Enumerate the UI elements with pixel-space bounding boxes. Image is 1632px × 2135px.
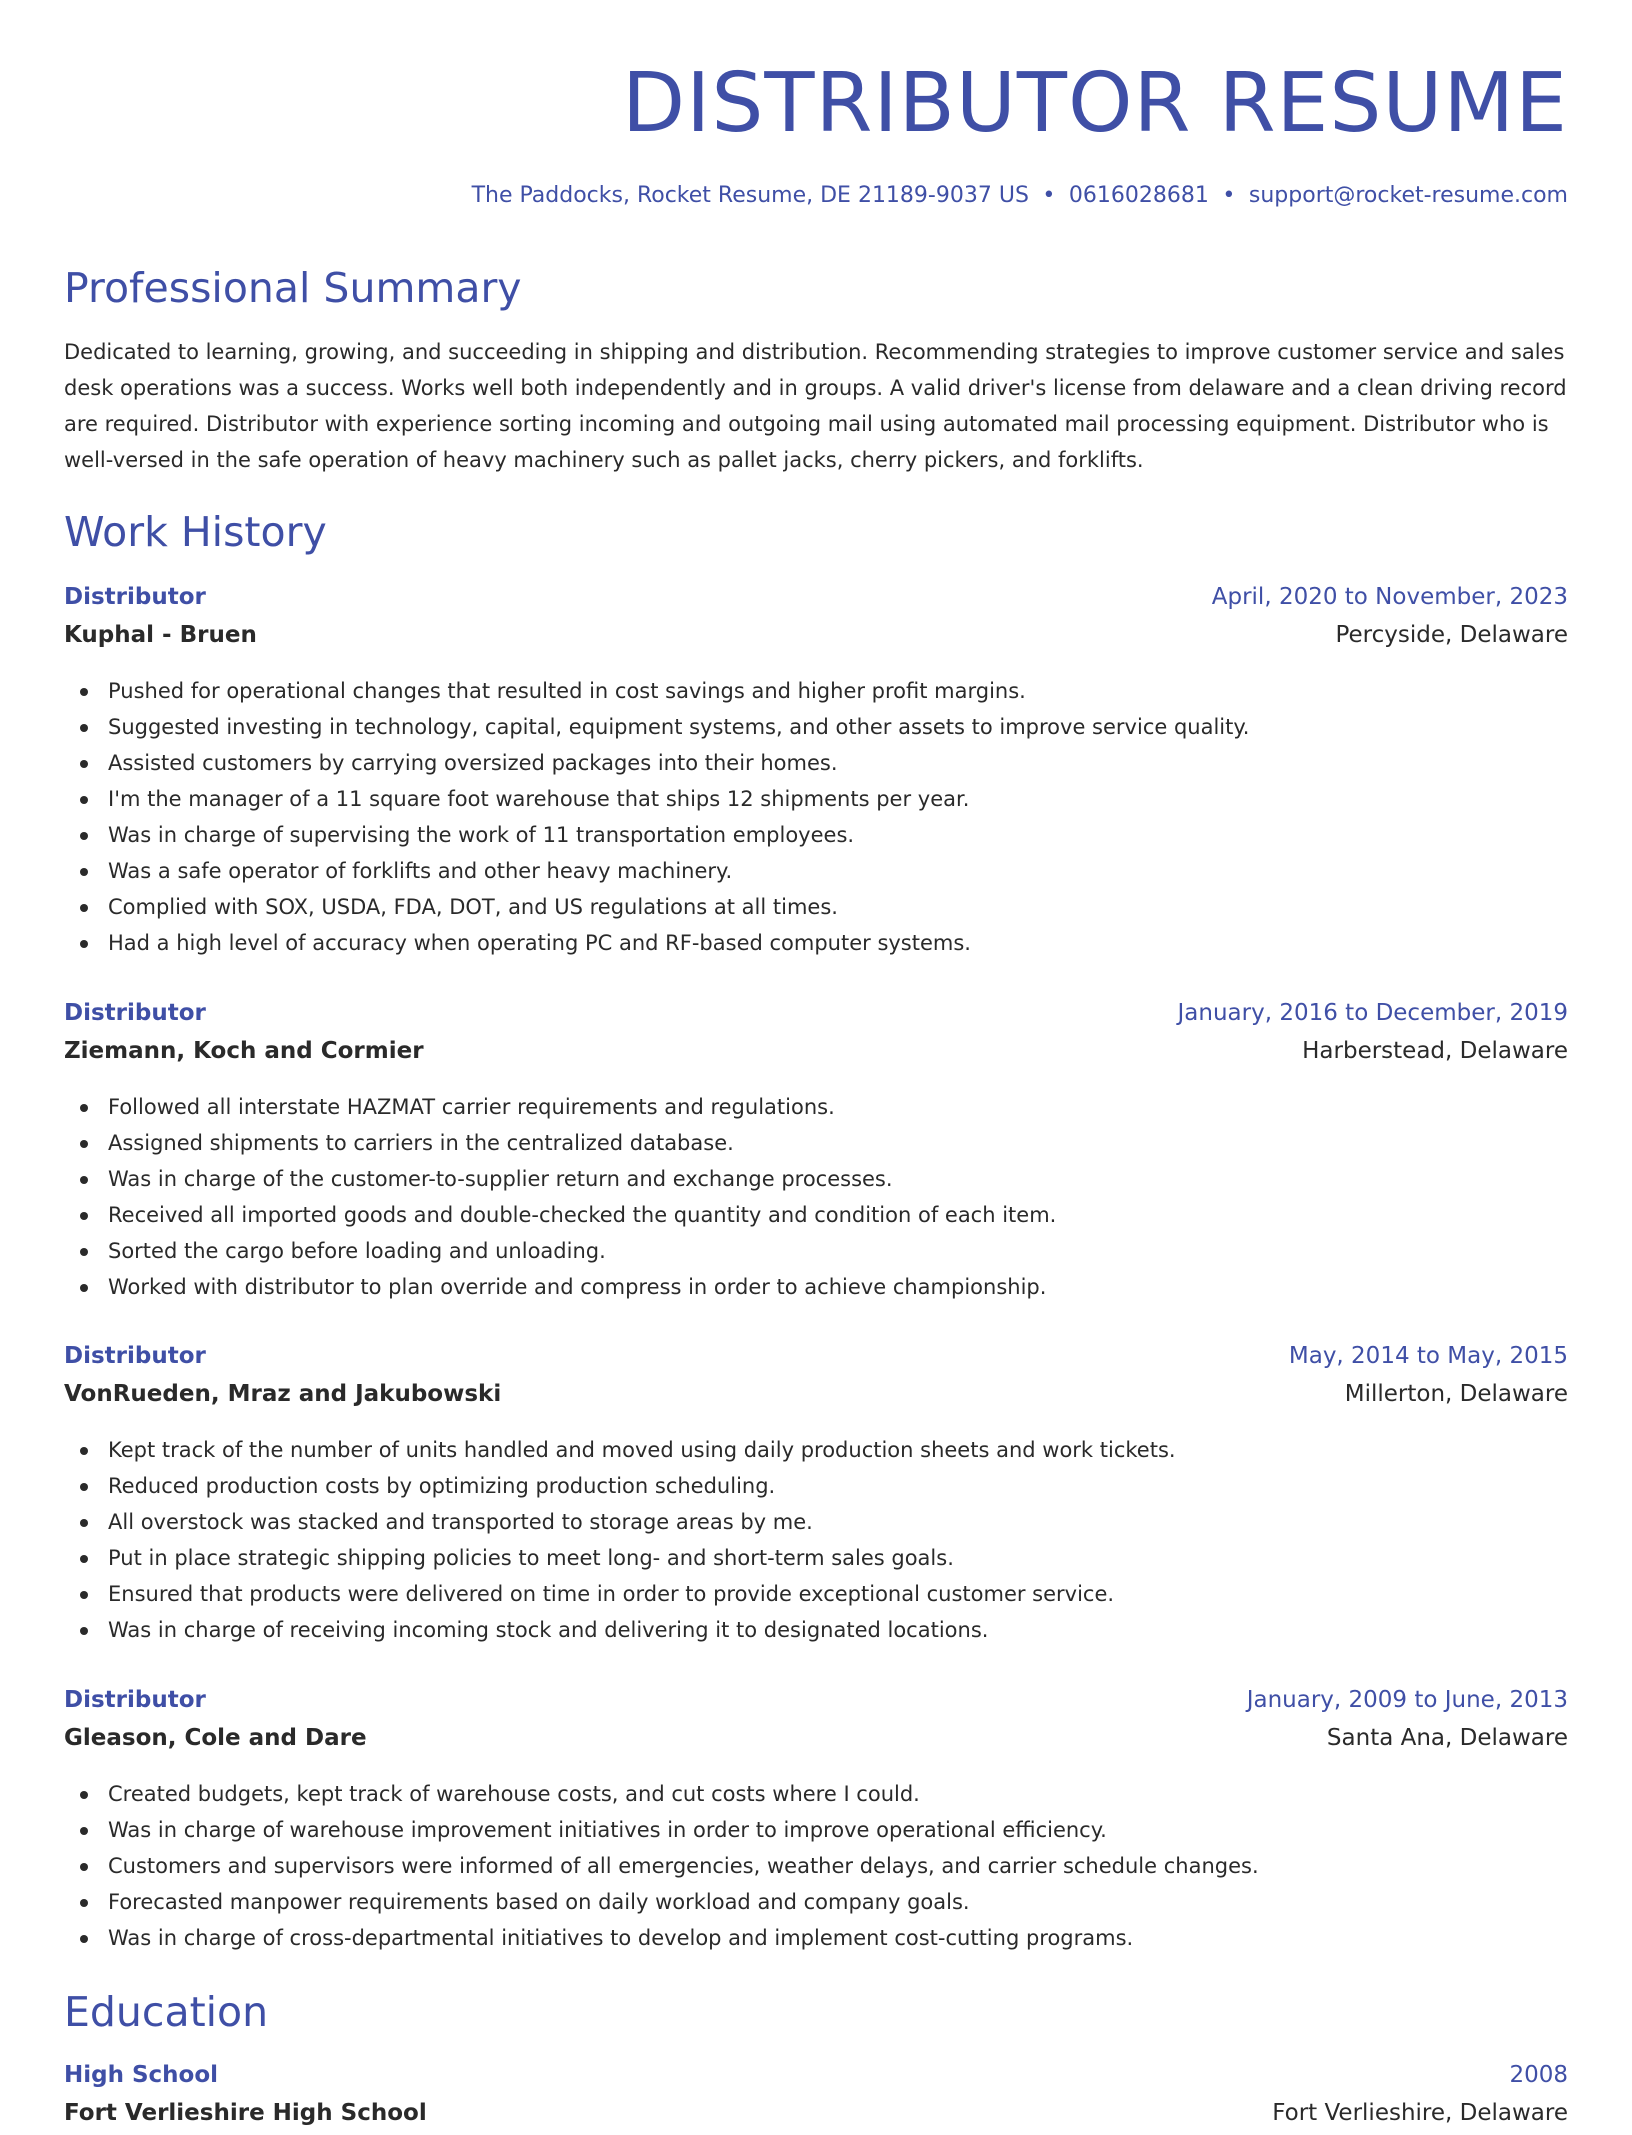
job-role: Distributor — [64, 1687, 206, 1713]
job-bullet: Had a high level of accuracy when operating PC and RF-based computer systems. — [64, 925, 1568, 961]
job-company: Ziemann, Koch and Cormier — [64, 1038, 424, 1064]
job-entry — [64, 1684, 1568, 1956]
job-bullet: Was in charge of warehouse improvement initiatives in order to improve operational efficiency. — [64, 1812, 1568, 1848]
job-bullet-list — [64, 673, 1568, 961]
job-bullet: Was a safe operator of forklifts and other heavy machinery. — [64, 853, 1568, 889]
job-bullet: Was in charge of supervising the work of 11 transportation employees. — [64, 817, 1568, 853]
job-bullet: Reduced production costs by optimizing production scheduling. — [64, 1468, 1568, 1504]
job-bullet: Assisted customers by carrying oversized packages into their homes. — [64, 745, 1568, 781]
job-bullet: Was in charge of the customer-to-supplier return and exchange processes. — [64, 1161, 1568, 1197]
job-bullet: Was in charge of receiving incoming stock and delivering it to designated locations. — [64, 1612, 1568, 1648]
education-entry — [64, 2059, 1568, 2135]
job-bullet-list — [64, 1776, 1568, 1956]
job-bullet: Assigned shipments to carriers in the centralized database. — [64, 1125, 1568, 1161]
education-year: 2008 — [1509, 2062, 1568, 2088]
job-location: Santa Ana, Delaware — [1326, 1725, 1568, 1751]
job-bullet: Created budgets, kept track of warehouse costs, and cut costs where I could. — [64, 1776, 1568, 1812]
job-bullet: Received all imported goods and double-checked the quantity and condition of each item. — [64, 1197, 1568, 1233]
job-dates: April, 2020 to November, 2023 — [1211, 584, 1568, 610]
job-bullet: Was in charge of cross-departmental initiatives to develop and implement cost-cutting programs. — [64, 1920, 1568, 1956]
job-bullet: Pushed for operational changes that resulted in cost savings and higher profit margins. — [64, 673, 1568, 709]
job-bullet-list — [64, 1432, 1568, 1648]
job-role: Distributor — [64, 1000, 206, 1026]
job-entry — [64, 1340, 1568, 1648]
job-location: Millerton, Delaware — [1344, 1381, 1568, 1407]
contact-separator: • — [1222, 183, 1236, 208]
job-bullet: Customers and supervisors were informed of all emergencies, weather delays, and carrier schedule changes. — [64, 1848, 1568, 1884]
job-bullet: I'm the manager of a 11 square foot warehouse that ships 12 shipments per year. — [64, 781, 1568, 817]
resume-page — [64, 0, 1568, 2126]
resume-title: DISTRIBUTOR RESUME — [622, 56, 1568, 151]
job-bullet-list — [64, 1089, 1568, 1305]
job-dates: May, 2014 to May, 2015 — [1288, 1343, 1568, 1369]
contact-line — [472, 180, 1568, 212]
job-dates: January, 2009 to June, 2013 — [1246, 1687, 1568, 1713]
job-bullet: Ensured that products were delivered on time in order to provide exceptional customer service. — [64, 1576, 1568, 1612]
contact-phone: 0616028681 — [1068, 183, 1209, 208]
job-role: Distributor — [64, 1343, 206, 1369]
job-bullet: Kept track of the number of units handled and moved using daily production sheets and work tickets. — [64, 1432, 1568, 1468]
education-heading: Education — [64, 1988, 269, 2036]
contact-separator: • — [1042, 183, 1056, 208]
job-bullet: Sorted the cargo before loading and unloading. — [64, 1233, 1568, 1269]
job-bullet: Complied with SOX, USDA, FDA, DOT, and US regulations at all times. — [64, 889, 1568, 925]
job-company: Gleason, Cole and Dare — [64, 1725, 367, 1751]
education-degree: High School — [64, 2062, 219, 2088]
job-bullet: Worked with distributor to plan override and compress in order to achieve championship. — [64, 1269, 1568, 1305]
job-entry — [64, 581, 1568, 961]
job-bullet: Suggested investing in technology, capital, equipment systems, and other assets to improve service quality. — [64, 709, 1568, 745]
job-location: Percyside, Delaware — [1335, 622, 1568, 648]
job-bullet: Followed all interstate HAZMAT carrier requirements and regulations. — [64, 1089, 1568, 1125]
job-company: VonRueden, Mraz and Jakubowski — [64, 1381, 502, 1407]
job-bullet: Forecasted manpower requirements based on daily workload and company goals. — [64, 1884, 1568, 1920]
summary-heading: Professional Summary — [64, 264, 522, 312]
job-dates: January, 2016 to December, 2019 — [1177, 1000, 1568, 1026]
job-entry — [64, 997, 1568, 1305]
education-location: Fort Verlieshire, Delaware — [1272, 2100, 1568, 2126]
contact-address: The Paddocks, Rocket Resume, DE 21189-9037 US — [471, 183, 1029, 208]
job-bullet: Put in place strategic shipping policies to meet long- and short-term sales goals. — [64, 1540, 1568, 1576]
education-school: Fort Verlieshire High School — [64, 2100, 427, 2126]
job-bullet: All overstock was stacked and transported to storage areas by me. — [64, 1504, 1568, 1540]
job-location: Harberstead, Delaware — [1302, 1038, 1568, 1064]
work-history-heading: Work History — [64, 508, 327, 556]
summary-text: Dedicated to learning, growing, and succeeding in shipping and distribution. Recommending strategies to improve customer service and sales desk operations was a success. Works well both independently and in groups. A valid driver's license from delaware and a clean driving record are required. Distributor with experience sorting incoming and outgoing mail using automated mail processing equipment. Distributor who is well-versed in the safe operation of heavy machinery such as pallet jacks, cherry pickers, and forklifts. — [64, 340, 1567, 472]
job-company: Kuphal - Bruen — [64, 622, 257, 648]
contact-email: support@rocket-resume.com — [1248, 183, 1568, 208]
job-role: Distributor — [64, 584, 206, 610]
